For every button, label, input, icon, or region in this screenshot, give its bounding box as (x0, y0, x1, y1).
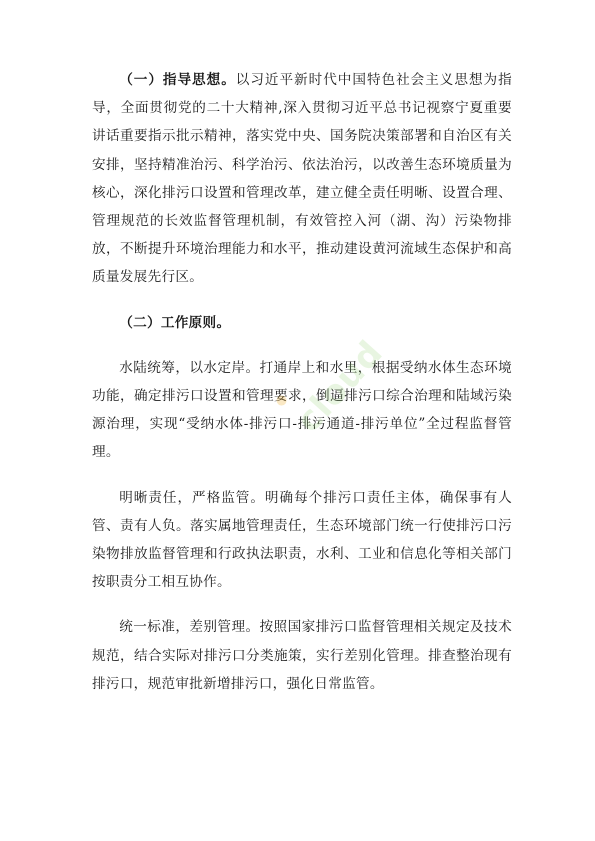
section-heading-work-principles: （二）工作原则。 (119, 314, 231, 331)
watermark-text: cloud (288, 332, 392, 441)
document-content (92, 66, 512, 698)
paragraph-principle-1: 水陆统筹，以水定岸。打通岸上和水里，根据受纳水体生态环境功能，确定排污口设置和管理要求，倒逼排污口综合治理和陆域污染源治理，实现“受纳水体-排污口-排污通道-排污单位”全过程监督管理。 (92, 359, 512, 461)
paragraph-guiding-ideology (92, 66, 512, 292)
paragraph-principle-3: 统一标准，差别管理。按照国家排污口监督管理相关规定及技术规范，结合实际对排污口分类施策，实行差别化管理。排查整治现有排污口，规范审批新增排污口，强化日常监管。 (92, 619, 512, 692)
section-heading-guiding-ideology: （一）指导思想。 (119, 72, 236, 88)
section-body-guiding-ideology: 以习近平新时代中国特色社会主义思想为指导，全面贯彻党的二十大精神,深入贯彻习近平总书记视察宁夏重要讲话重要指示批示精神，落实党中央、国务院决策部署和自治区有关安排，坚持精准治污、科学治污、依法治污，以改善生态环境质量为核心，深化排污口设置和管理改革，建立健全责任明晰、设置合理、管理规范的长效监督管理机制，有效管控入河（湖、沟）污染物排放，不断提升环境治理能力和水平，推动建设黄河流域生态保护和高质量发展先行区。 (92, 72, 512, 286)
paragraph-work-principles-heading (92, 309, 512, 337)
paragraph-principle-2: 明晰责任，严格监管。明确每个排污口责任主体，确保事有人管、责有人负。落实属地管理责任，生态环境部门统一行使排污口污染物排放监督管理和行政执法职责，水利、工业和信息化等相关部门按职责分工相互协作。 (92, 489, 512, 591)
